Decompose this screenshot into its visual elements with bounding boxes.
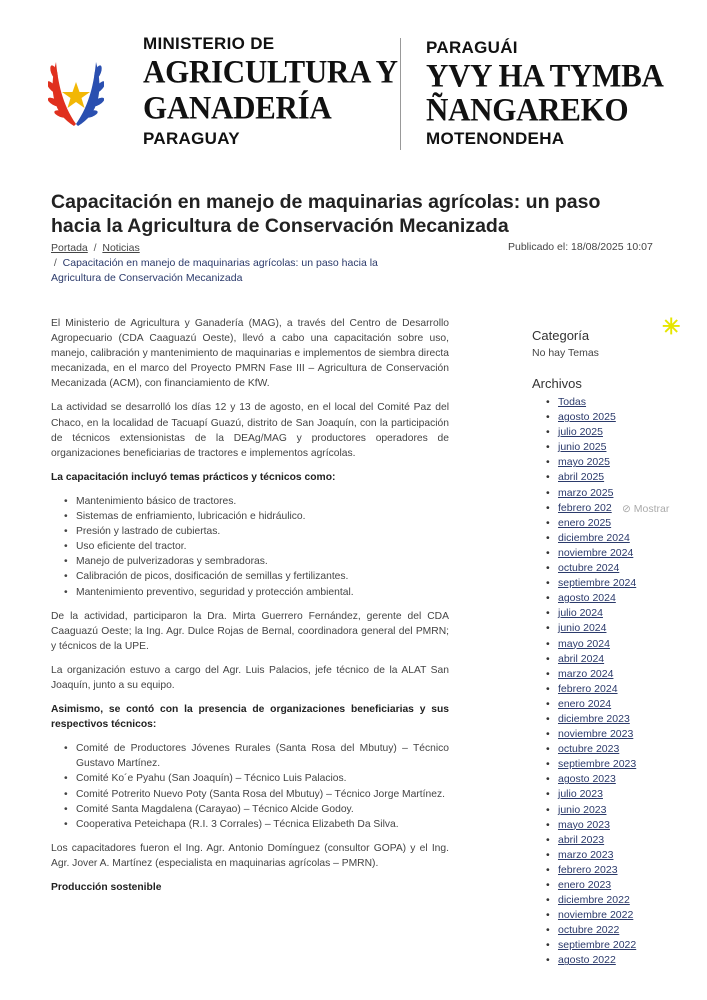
archive-item bbox=[558, 697, 692, 712]
archive-link[interactable]: marzo 2024 bbox=[558, 667, 614, 680]
list-item: • Mantenimiento básico de tractores. bbox=[76, 494, 449, 509]
topics-list bbox=[76, 494, 449, 600]
organizations-list bbox=[76, 741, 449, 832]
section-heading: Asimismo, se contó con la presencia de organizaciones beneficiarias y sus respectivos técnicos: bbox=[51, 704, 449, 731]
archive-item bbox=[558, 546, 692, 561]
archive-link[interactable]: octubre 2023 bbox=[558, 743, 620, 756]
archive-link[interactable]: octubre 2022 bbox=[558, 924, 620, 937]
archive-link[interactable]: agosto 2023 bbox=[558, 773, 616, 786]
archive-item bbox=[558, 637, 692, 652]
archive-link[interactable]: febrero 2024 bbox=[558, 682, 618, 695]
archive-item bbox=[558, 848, 692, 863]
list-item: • Mantenimiento preventivo, seguridad y protección ambiental. bbox=[76, 585, 449, 600]
logo-text: PARAGUAY bbox=[143, 129, 240, 148]
archive-item bbox=[558, 757, 692, 772]
archive-link[interactable]: octubre 2024 bbox=[558, 562, 620, 575]
archive-link[interactable]: enero 2024 bbox=[558, 697, 612, 710]
archive-item bbox=[558, 455, 692, 470]
logo-text: PARAGUÁI bbox=[426, 38, 518, 57]
breadcrumb-current: Capacitación en manejo de maquinarias agrícolas: un paso hacia la Agricultura de Conservación Mecanizada bbox=[51, 257, 378, 284]
logo-divider bbox=[400, 38, 401, 150]
category-empty: No hay Temas bbox=[532, 347, 599, 359]
show-label: Mostrar bbox=[633, 503, 670, 515]
archive-link[interactable]: abril 2024 bbox=[558, 652, 605, 665]
paragraph: El Ministerio de Agricultura y Ganadería (MAG), a través del Centro de Desarrollo Agropecuario (CDA Caaguazú Oeste), llevó a cabo una capacitación sobre uso, manejo, calibración y mantenimiento de maquinarias e implementos de siembra directa mecanizada, en el marco del Proyecto PMRN Fase III – Agricultura de Conservación Mecanizada (ACM), con financiamiento de KfW. bbox=[51, 318, 449, 390]
archive-item bbox=[558, 803, 692, 818]
archive-link[interactable]: diciembre 2022 bbox=[558, 894, 630, 907]
paragraph: La actividad se desarrolló los días 12 y 13 de agosto, en el local del Comité Paz del Chaco, en la localidad de Tacuapí Guazú, distrito de San Joaquín, con la participación de técnicos extensionistas de la DEAg/MAG y productores operadores de organizaciones beneficiarias de tractores e implementos agrícolas. bbox=[51, 402, 449, 459]
archive-item bbox=[558, 908, 692, 923]
archive-item bbox=[558, 395, 692, 410]
archive-link[interactable]: julio 2023 bbox=[558, 788, 603, 801]
archive-item bbox=[558, 667, 692, 682]
archive-link[interactable]: mayo 2023 bbox=[558, 818, 610, 831]
section-heading: La capacitación incluyó temas prácticos y técnicos como: bbox=[51, 471, 336, 483]
archive-link[interactable]: junio 2023 bbox=[558, 803, 607, 816]
archive-item bbox=[558, 772, 692, 787]
archive-link[interactable]: noviembre 2023 bbox=[558, 728, 634, 741]
archive-link[interactable]: julio 2024 bbox=[558, 607, 603, 620]
archives-title: Archivos bbox=[532, 376, 582, 391]
category-title: Categoría bbox=[532, 328, 590, 343]
archive-item bbox=[558, 863, 692, 878]
archive-link[interactable]: junio 2025 bbox=[558, 441, 607, 454]
list-item: • Manejo de pulverizadoras y sembradoras. bbox=[76, 554, 449, 569]
archive-link[interactable]: abril 2023 bbox=[558, 833, 605, 846]
logo-text: YVY HA TYMBA bbox=[426, 57, 664, 94]
archive-item bbox=[558, 727, 692, 742]
archive-item bbox=[558, 953, 692, 968]
list-item: • Comité Potrerito Nuevo Poty (Santa Rosa del Mbutuy) – Técnico Jorge Martínez. bbox=[76, 787, 449, 802]
archive-link[interactable]: febrero 2023 bbox=[558, 863, 618, 876]
archive-link[interactable]: marzo 2023 bbox=[558, 848, 614, 861]
archive-link[interactable]: enero 2025 bbox=[558, 516, 612, 529]
archive-link[interactable]: agosto 2022 bbox=[558, 954, 616, 967]
archive-item bbox=[558, 938, 692, 953]
archive-item bbox=[558, 576, 692, 591]
archive-link[interactable]: mayo 2024 bbox=[558, 637, 610, 650]
archive-item bbox=[558, 878, 692, 893]
logo-text: AGRICULTURA Y bbox=[143, 53, 398, 90]
archive-link[interactable]: septiembre 2023 bbox=[558, 758, 637, 771]
logo-text: MINISTERIO DE bbox=[143, 34, 275, 53]
list-item: • Comité Santa Magdalena (Carayao) – Técnico Alcide Godoy. bbox=[76, 802, 449, 817]
asterisk-icon[interactable]: ✳ bbox=[662, 314, 681, 339]
archive-item bbox=[558, 833, 692, 848]
archive-link[interactable]: septiembre 2022 bbox=[558, 939, 637, 952]
archive-item bbox=[558, 606, 692, 621]
archive-item bbox=[558, 425, 692, 440]
logo-text: ÑANGAREKO bbox=[426, 91, 629, 128]
archive-link[interactable]: septiembre 2024 bbox=[558, 577, 637, 590]
paragraph: Los capacitadores fueron el Ing. Agr. Antonio Domínguez (consultor GOPA) y el Ing. Agr. Jover A. Martínez (especialista en maquinarias agrícolas – PMRN). bbox=[51, 842, 449, 869]
eye-slash-icon: ⊘ bbox=[622, 503, 631, 515]
archive-link[interactable]: febrero 202 bbox=[558, 501, 612, 514]
archive-item bbox=[558, 742, 692, 757]
list-item: • Sistemas de enfriamiento, lubricación e hidráulico. bbox=[76, 509, 449, 524]
archive-item bbox=[558, 818, 692, 833]
archive-item bbox=[558, 923, 692, 938]
archive-link[interactable]: noviembre 2024 bbox=[558, 546, 634, 559]
archive-item bbox=[558, 621, 692, 636]
list-item: • Comité de Productores Jóvenes Rurales (Santa Rosa del Mbutuy) – Técnico Gustavo Martínez. bbox=[76, 741, 449, 771]
archive-item bbox=[558, 470, 692, 485]
list-item: • Cooperativa Peteichapa (R.I. 3 Corrales) – Técnica Elizabeth Da Silva. bbox=[76, 817, 449, 832]
archive-link[interactable]: diciembre 2024 bbox=[558, 531, 630, 544]
archive-link[interactable]: noviembre 2022 bbox=[558, 909, 634, 922]
list-item: • Presión y lastrado de cubiertas. bbox=[76, 524, 449, 539]
archive-item bbox=[558, 652, 692, 667]
paragraph: La organización estuvo a cargo del Agr. Luis Palacios, jefe técnico de la ALAT San Joaquín, junto a su equipo. bbox=[51, 664, 449, 691]
archive-item bbox=[558, 893, 692, 908]
archive-link[interactable]: abril 2025 bbox=[558, 471, 605, 484]
breadcrumb-portada[interactable]: Portada bbox=[51, 242, 88, 254]
archive-link[interactable]: marzo 2025 bbox=[558, 486, 614, 499]
archive-link[interactable]: mayo 2025 bbox=[558, 456, 610, 469]
archive-item bbox=[558, 712, 692, 727]
archive-link[interactable]: agosto 2025 bbox=[558, 411, 616, 424]
list-item: • Calibración de picos, dosificación de semillas y fertilizantes. bbox=[76, 569, 449, 584]
archive-item bbox=[558, 516, 692, 531]
archive-item bbox=[558, 591, 692, 606]
list-item: • Uso eficiente del tractor. bbox=[76, 539, 449, 554]
archive-link[interactable]: julio 2025 bbox=[558, 426, 603, 439]
archives-list bbox=[558, 395, 692, 969]
list-item: • Comité Ko´e Pyahu (San Joaquín) – Técnico Luis Palacios. bbox=[76, 771, 449, 786]
archive-item bbox=[558, 486, 692, 501]
archive-item bbox=[558, 787, 692, 802]
archive-item bbox=[558, 682, 692, 697]
sidebar bbox=[532, 328, 692, 969]
archive-link[interactable]: diciembre 2023 bbox=[558, 712, 630, 725]
paragraph: De la actividad, participaron la Dra. Mirta Guerrero Fernández, gerente del CDA Caaguazú Oeste; la Ing. Agr. Dulce Rojas de Bernal, coordinadora general del PMRN; y técnicos de la UPE. bbox=[51, 610, 449, 652]
site-logo[interactable] bbox=[48, 32, 668, 157]
archive-link[interactable]: junio 2024 bbox=[558, 622, 607, 635]
breadcrumb: Portada / Noticias / Capacitación en manejo de maquinarias agrícolas: un paso hacia la Agricultura de Conservación Mecanizada bbox=[51, 242, 378, 284]
archive-link[interactable]: enero 2023 bbox=[558, 879, 612, 891]
logo-text: GANADERÍA bbox=[143, 89, 332, 126]
published-date: Publicado el: 18/08/2025 10:07 bbox=[508, 241, 653, 253]
archive-link[interactable]: agosto 2024 bbox=[558, 592, 616, 605]
page-title: Capacitación en manejo de maquinarias agrícolas: un paso hacia la Agricultura de Conservación Mecanizada bbox=[51, 191, 601, 237]
archive-item bbox=[558, 410, 692, 425]
logo-text: MOTENONDEHA bbox=[426, 129, 565, 148]
archive-item bbox=[558, 440, 692, 455]
article-body bbox=[51, 316, 449, 904]
archive-item bbox=[558, 561, 692, 576]
breadcrumb-noticias[interactable]: Noticias bbox=[102, 242, 140, 254]
archive-item bbox=[558, 531, 692, 546]
archive-link[interactable]: Todas bbox=[558, 396, 587, 408]
show-overlay[interactable] bbox=[620, 503, 669, 515]
section-heading: Producción sostenible bbox=[51, 882, 162, 893]
paraguay-emblem-icon bbox=[48, 52, 104, 132]
